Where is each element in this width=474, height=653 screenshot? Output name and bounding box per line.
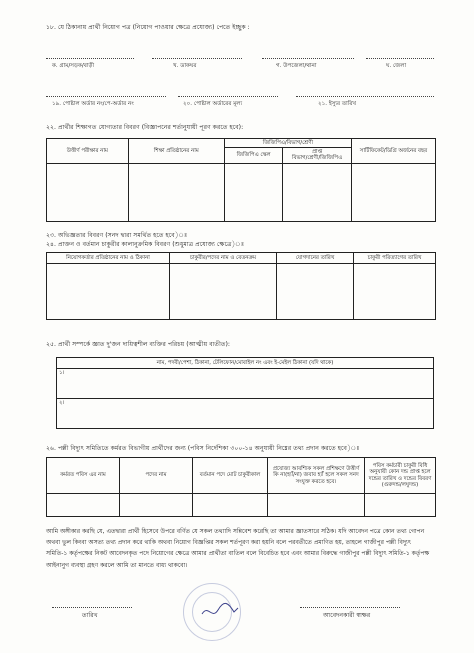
reference-row-1[interactable] [57,369,434,399]
education-table [46,138,436,222]
upazila-label: গ. উপজেলা/থানা [276,63,317,69]
edu-cell[interactable] [128,163,224,221]
postal-order-value-label: ২০. পোষ্টাল অর্ডারের মূল্য [183,101,243,107]
col-leaving-date: চাকুরী পরিত্যাগের তারিখ [354,253,436,264]
dept-cell[interactable] [47,494,120,517]
district-field-line[interactable] [366,58,434,59]
district-label: ঘ. জেলা [386,63,407,69]
col-post-salary: চাকুরীর/পদের নাম ও বেতনক্রম [170,253,277,264]
references-table [56,357,434,429]
reference-row-2[interactable] [57,399,434,429]
reference-2-number: ২। [59,400,65,406]
emp-cell[interactable] [170,264,277,320]
col-penalty: পবিস কর্মচারী চাকুরী বিধি অনুযায়ী কোন দন্ড প্রাপ্ত হলে দন্ডের তারিখ ও দন্ডের বিবরণ (গুরুদন্ড/লঘুদন্ড) [365,458,436,494]
edu-cell[interactable] [47,163,129,221]
col-gpa-scale: জিজিপিএ স্কেল [224,148,282,163]
applicant-signature-label: আবেদনকারী স্বাক্ষর [323,612,371,619]
dept-cell[interactable] [193,494,268,517]
dept-cell[interactable] [268,494,365,517]
section-23-heading: ২৩. অভিজ্ঞতার বিবরণ (সনদ দ্বারা সমর্থিত হতে হবে)ঃ [46,232,188,239]
post-office-field-line[interactable] [152,58,242,59]
col-gpa-group: জিজিপিএ/বিভাগ/শ্রেণী [224,139,351,148]
edu-cell[interactable] [351,163,435,221]
col-institution: শিক্ষা প্রতিষ্ঠানের নাম [128,139,224,164]
section-26-heading: ২৬. পল্লী বিদ্যুৎ সমিতিতে কর্মরত বিভাগীয় প্রার্থীদের জন্য (পবিস নির্দেশিকা ৩০০-১৪ অনুযায়ী নিম্নের তথ্য প্রদান করতে হবে)ঃ [46,445,360,452]
issue-date-label: ২১. ইস্যুর তারিখ [318,101,357,107]
col-service-length: বর্তমান পদে মোট চাকুরীকাল [193,458,268,494]
section-25-heading: ২৫. প্রার্থী সম্পর্কে জ্ঞাত দু'জন দায়িত্বশীল ব্যক্তির পরিচয় (আত্মীয় ব্যতীত): [46,341,230,348]
section-24-heading: ২৪. প্রাক্তন ও বর্তমান চাকুরীর কালানুক্রমিক বিবরণ (শুধুমাত্র প্রযোজ্য ক্ষেত্রে)ঃ [46,241,245,248]
dept-cell[interactable] [365,494,436,517]
col-obtained [283,148,352,163]
col-certificate-year: সার্টিফিকেট/ডিগ্রি অর্জনের বছর [351,139,435,164]
issue-date-line[interactable] [296,96,434,97]
village-field-line[interactable] [46,58,134,59]
obtained-label: প্রাপ্ত [312,149,323,156]
section-18-heading: ১৮. যে ঠিকানায় প্রার্থী নিয়োগ পত্র (নিয়োগ পাওয়ার ক্ষেত্রে প্রযোজ্য) পেতে ইচ্ছুক : [46,24,250,31]
postal-order-value-line[interactable] [178,96,278,97]
handwritten-signature [200,600,240,622]
col-joining-date: যোগদানের তারিখ [277,253,354,264]
postal-order-no-label: ১৯. পোষ্টাল অর্ডার নং/পে-অর্ডার নং [52,101,134,107]
reference-1-number: ১। [59,370,65,376]
col-exam-name: উত্তীর্ণ পরীক্ষার নাম [47,139,129,164]
applicant-signature-line[interactable] [300,607,400,608]
col-pbs-name: কর্মরত পবিস এর নাম [47,458,120,494]
declaration-paragraph: আমি অঙ্গীকার করছি যে, এতদ্বারা প্রার্থী হিসেবে উপরে বর্ণিত যে সকল তথ্যাদি সন্নিবেশ করেছি তা আমার জ্ঞাতসারে সঠিক। যদি আবেদন পত্রে কোন তথ্য গোপন অথবা ভুল কিংবা অসত্য তথ্য প্রদান করে থাকি অথবা নিয়োগ বিজ্ঞপ্তির সকল শর্তপূরণ করা হয়নি বলে পরবর্তীতে প্রমাণিত হয়, তাহলে গাজীপুর পল্লী বিদ্যুৎ সমিতি-১ কর্তৃপক্ষের নিকট আবেদনকৃত পদে নিয়োগের ক্ষেত্রে আমার প্রার্থীতা বাতিল বলে বিবেচিত হবে এবং আমার বিরুদ্ধে গাজীপুর পল্লী বিদ্যুৎ সমিতি-১ কর্তৃপক্ষ আইনানুগ ব্যবস্থা গ্রহণ করলে আমি তা মানতে বাধ্য থাকবো। [46,528,430,569]
dept-cell[interactable] [120,494,193,517]
departmental-table [46,457,436,517]
obtained-sub-label: বিভাগ/শ্রেণী/জিজিপিএ [291,155,343,162]
upazila-field-line[interactable] [262,58,354,59]
col-training: প্রযোজ্য আবশ্যিক সকল প্রশিক্ষণে উত্তীর্ণ কি না(হ্যাঁ/না) জবাব হ্যাঁ হলে সকল সনদ সংযুক্ত করতে হবে। [268,458,365,494]
col-post-name: পদের নাম [120,458,193,494]
emp-cell[interactable] [354,264,436,320]
employment-table [46,252,436,320]
col-employer: নিয়োগকর্তার প্রতিষ্ঠানের নাম ও ঠিকানা [47,253,170,264]
emp-cell[interactable] [47,264,170,320]
section-22-heading: ২২. প্রার্থীর শিক্ষাগত যোগ্যতার বিবরণ (বিজ্ঞাপনের শর্তানুযায়ী পূরণ করতে হবে): [46,124,244,131]
emp-cell[interactable] [277,264,354,320]
post-office-label: খ. ডাকঘর [173,63,197,69]
date-label: তারিখ [82,612,98,619]
postal-order-no-line[interactable] [46,96,166,97]
date-signature-line[interactable] [52,607,132,608]
edu-cell[interactable] [224,163,282,221]
references-header: নাম, পদবী/পেশা, ঠিকানা, টেলিফোন/মোবাইল নং এবং ই-মেইল ঠিকানা (যদি থাকে) [57,358,434,369]
edu-cell[interactable] [283,163,352,221]
village-label: ক. গ্রাম/সড়ক/বাড়ী [52,63,95,69]
